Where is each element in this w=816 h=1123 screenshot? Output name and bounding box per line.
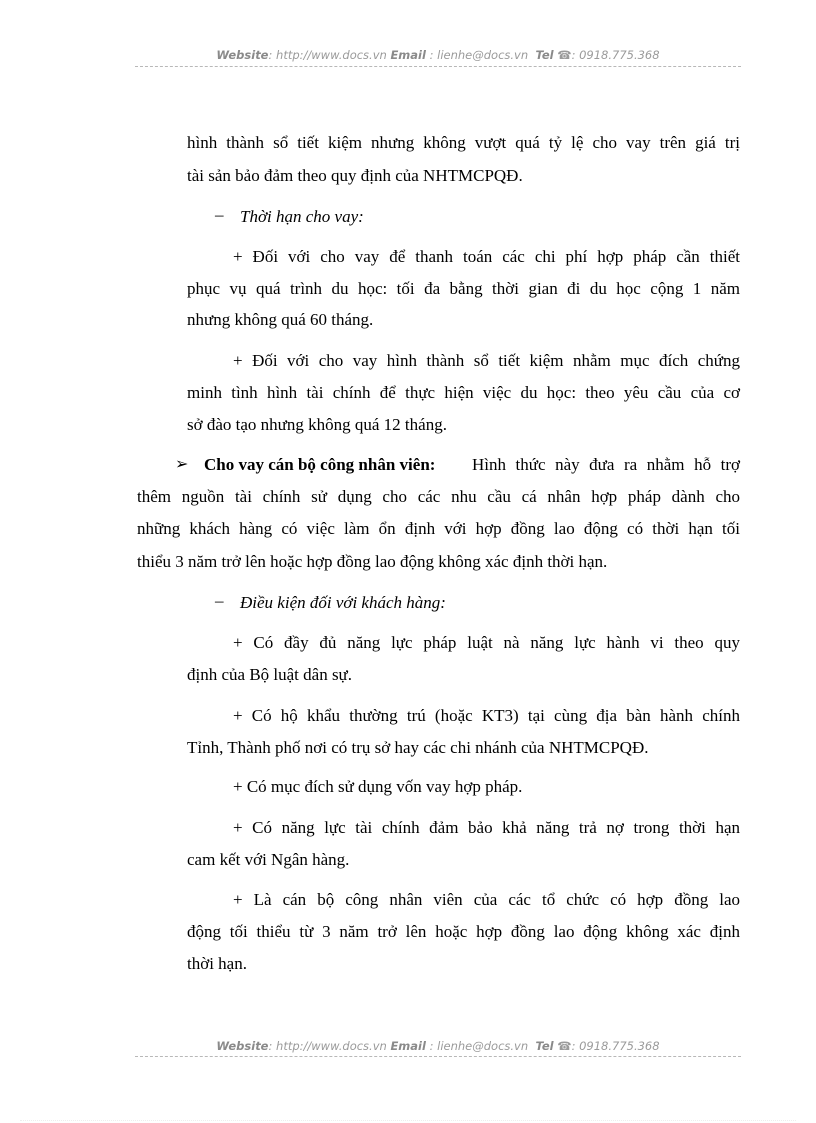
page-edge: [20, 1120, 796, 1121]
website-label: Website: [216, 1039, 269, 1053]
email-address[interactable]: : lienhe@docs.vn: [429, 48, 529, 62]
dash-bullet: –: [215, 205, 224, 224]
paragraph-line: + Đối với cho vay hình thành sổ tiết kiệm nhằm mục đích chứng: [233, 351, 740, 370]
paragraph-line: + Đối với cho vay để thanh toán các chi phí hợp pháp cần thiết: [233, 247, 740, 266]
paragraph-line: tài sản bảo đảm theo quy định của NHTMCPQĐ.: [187, 166, 523, 185]
phone-icon: ☎: [557, 48, 572, 62]
paragraph-line: Hình thức này đưa ra nhằm hỗ trợ: [472, 455, 740, 474]
section-subheading: Thời hạn cho vay:: [240, 207, 364, 226]
paragraph-line: nhưng không quá 60 tháng.: [187, 310, 374, 329]
arrow-bullet-icon: ➢: [175, 454, 189, 473]
section-subheading: Điều kiện đối với khách hàng:: [240, 593, 446, 612]
tel-number: : 0918.775.368: [571, 48, 660, 62]
website-url[interactable]: : http://www.docs.vn: [268, 1039, 387, 1053]
paragraph-line: cam kết với Ngân hàng.: [187, 850, 350, 869]
paragraph-line: sở đào tạo nhưng không quá 12 tháng.: [187, 415, 447, 434]
dash-bullet: –: [215, 591, 224, 610]
website-label: Website: [216, 48, 269, 62]
paragraph-line: động tối thiểu từ 3 năm trở lên hoặc hợp đồng lao động không xác định: [187, 922, 740, 941]
paragraph-line: thời hạn.: [187, 954, 247, 973]
tel-label: Tel: [535, 1039, 554, 1053]
section-heading: Cho vay cán bộ công nhân viên:: [204, 455, 436, 474]
paragraph-line: minh tình hình tài chính để thực hiện việc du học: theo yêu cầu của cơ: [187, 383, 740, 402]
website-url[interactable]: : http://www.docs.vn: [268, 48, 387, 62]
tel-label: Tel: [535, 48, 554, 62]
paragraph-line: + Là cán bộ công nhân viên của các tổ chức có hợp đồng lao: [233, 890, 740, 909]
phone-icon: ☎: [557, 1039, 572, 1053]
header-rule: [135, 66, 741, 67]
paragraph-line: phục vụ quá trình du học: tối đa bằng thời gian đi du học cộng 1 năm: [187, 279, 740, 298]
paragraph-line: những khách hàng có việc làm ổn định với hợp đồng lao động có thời hạn tối: [137, 519, 740, 538]
page-header: [135, 48, 741, 62]
tel-number: : 0918.775.368: [571, 1039, 660, 1053]
email-label: Email: [390, 1039, 426, 1053]
paragraph-line: hình thành sổ tiết kiệm nhưng không vượt quá tỷ lệ cho vay trên giá trị: [187, 133, 740, 152]
paragraph-line: + Có đầy đủ năng lực pháp luật nà năng lực hành vi theo quy: [233, 633, 740, 652]
email-label: Email: [390, 48, 426, 62]
page-footer: [135, 1039, 741, 1053]
email-address[interactable]: : lienhe@docs.vn: [429, 1039, 529, 1053]
paragraph-line: Tỉnh, Thành phố nơi có trụ sở hay các chi nhánh của NHTMCPQĐ.: [187, 738, 649, 757]
paragraph-line: thêm nguồn tài chính sử dụng cho các nhu cầu cá nhân hợp pháp dành cho: [137, 487, 740, 506]
footer-rule: [135, 1056, 741, 1057]
paragraph-line: + Có năng lực tài chính đảm bảo khả năng trả nợ trong thời hạn: [233, 818, 740, 837]
paragraph-line: thiểu 3 năm trở lên hoặc hợp đồng lao động không xác định thời hạn.: [137, 552, 608, 571]
paragraph-line: + Có mục đích sử dụng vốn vay hợp pháp.: [233, 777, 523, 796]
paragraph-line: định của Bộ luật dân sự.: [187, 665, 353, 684]
paragraph-line: + Có hộ khẩu thường trú (hoặc KT3) tại cùng địa bàn hành chính: [233, 706, 740, 725]
